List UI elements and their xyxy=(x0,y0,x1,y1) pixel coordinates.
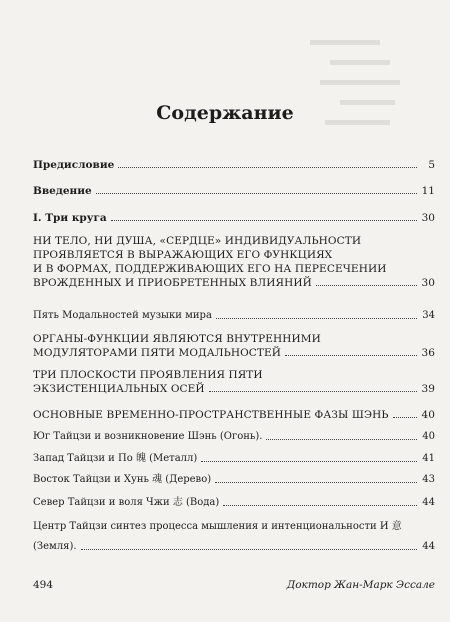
dot-leader xyxy=(266,439,417,440)
dot-leader xyxy=(285,355,417,356)
toc-entry-title-line: ВРОЖДЕННЫХ И ПРИОБРЕТЕННЫХ ВЛИЯНИЙ xyxy=(33,277,312,289)
toc-page-number: 39 xyxy=(421,383,435,395)
running-author: Доктор Жан-Марк Эссале xyxy=(286,579,435,591)
toc-entry[interactable] xyxy=(33,452,435,466)
toc-entry-title-line: ОРГАНЫ-ФУНКЦИИ ЯВЛЯЮТСЯ ВНУТРЕННИМИ xyxy=(33,333,321,345)
toc-page-number: 30 xyxy=(421,277,435,289)
toc-entry-title: Восток Тайцзи и Хунь 魂 (Дерево) xyxy=(33,474,212,485)
toc-entry[interactable] xyxy=(33,473,435,487)
dot-leader xyxy=(201,461,417,462)
toc-page-number: 36 xyxy=(421,347,435,359)
dot-leader xyxy=(96,193,417,194)
toc-entry-title: Юг Тайцзи и возникновение Шэнь (Огонь). xyxy=(33,431,263,442)
page-title: Содержание xyxy=(156,102,294,124)
toc-page-number: 5 xyxy=(428,159,435,171)
toc-entry[interactable] xyxy=(33,158,435,172)
toc-entry-title-line: ЭКЗИСТЕНЦИАЛЬНЫХ ОСЕЙ xyxy=(33,383,205,395)
toc-entry-title: ОСНОВНЫЕ ВРЕМЕННО-ПРОСТРАНСТВЕННЫЕ ФАЗЫ ШЭНЬ xyxy=(33,409,389,421)
toc-entry-title-line: Центр Тайцзи синтез процесса мышления и интенциональности И 意 xyxy=(33,521,402,532)
toc-page-number: 34 xyxy=(422,310,435,321)
toc-entry[interactable] xyxy=(33,430,435,444)
page-footer xyxy=(33,579,435,591)
toc-page-number: 44 xyxy=(422,497,435,508)
toc-entry-title-line: НИ ТЕЛО, НИ ДУША, «СЕРДЦЕ» ИНДИВИДУАЛЬНОСТИ xyxy=(33,235,362,247)
toc-entry[interactable] xyxy=(33,234,435,290)
toc-entry[interactable] xyxy=(33,408,435,422)
dot-leader xyxy=(111,220,417,221)
toc-entry-title-line: ТРИ ПЛОСКОСТИ ПРОЯВЛЕНИЯ ПЯТИ xyxy=(33,369,263,381)
toc-entry[interactable] xyxy=(33,520,435,554)
dot-leader xyxy=(118,167,417,168)
toc-page-number: 43 xyxy=(422,474,435,485)
toc-entry[interactable] xyxy=(33,184,435,198)
toc-entry-title: I. Три круга xyxy=(33,212,107,224)
toc-page-number: 40 xyxy=(422,431,435,442)
dot-leader xyxy=(216,318,417,319)
toc-entry[interactable] xyxy=(33,211,435,225)
toc-entry[interactable] xyxy=(33,496,435,510)
toc-page-number: 11 xyxy=(421,185,435,197)
toc-entry-title-line: МОДУЛЯТОРАМИ ПЯТИ МОДАЛЬНОСТЕЙ xyxy=(33,347,282,359)
dot-leader xyxy=(316,285,417,286)
toc-entry[interactable] xyxy=(33,309,435,323)
toc-page-number: 44 xyxy=(422,541,435,552)
dot-leader xyxy=(215,482,417,483)
toc-entry-title-line: ПРОЯВЛЯЕТСЯ В ВЫРАЖАЮЩИХ ЕГО ФУНКЦИЯХ xyxy=(33,249,333,261)
toc-entry[interactable] xyxy=(33,368,435,396)
toc-entry[interactable] xyxy=(33,332,435,360)
toc-page-number: 41 xyxy=(422,453,435,464)
toc-page-number: 40 xyxy=(421,409,435,421)
toc-entry-title: Север Тайцзи и воля Чжи 志 (Вода) xyxy=(33,497,220,508)
toc-page-number: 30 xyxy=(421,212,435,224)
toc-entry-title-line: И В ФОРМАХ, ПОДДЕРЖИВАЮЩИХ ЕГО НА ПЕРЕСЕЧЕНИИ xyxy=(33,263,387,275)
toc-entry-title: Запад Тайцзи и По 魄 (Металл) xyxy=(33,453,198,464)
toc-entry-title: Введение xyxy=(33,185,92,197)
dot-leader xyxy=(223,505,417,506)
dot-leader xyxy=(81,549,417,550)
folio-page-number: 494 xyxy=(33,579,54,591)
toc-entry-title: Пять Модальностей музыки мира xyxy=(33,310,212,321)
dot-leader xyxy=(209,391,417,392)
toc-entry-title-line: (Земля). xyxy=(33,541,77,552)
dot-leader xyxy=(393,417,417,418)
toc-entry-title: Предисловие xyxy=(33,159,115,171)
